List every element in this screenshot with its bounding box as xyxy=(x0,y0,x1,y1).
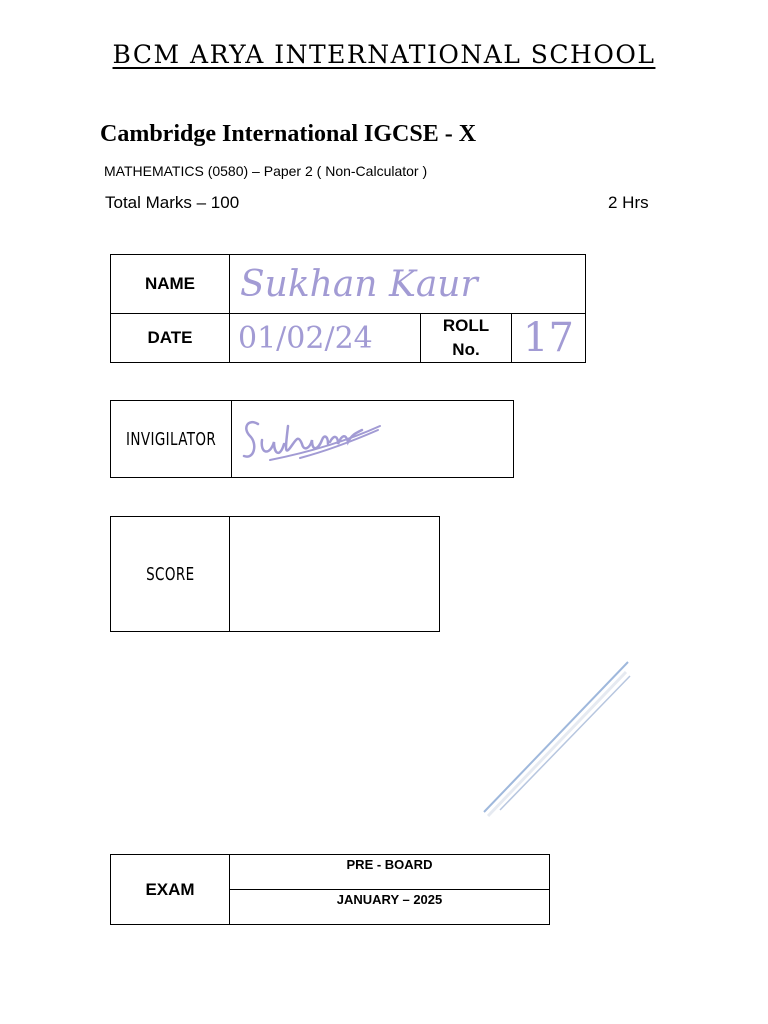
roll-field xyxy=(512,314,586,363)
score-field xyxy=(230,517,440,632)
exam-label: EXAM xyxy=(111,855,230,925)
name-signature: Sukhan Kaur xyxy=(240,263,478,305)
roll-label-line2: No. xyxy=(452,340,480,359)
student-details-table xyxy=(110,254,586,363)
roll-handwritten: 17 xyxy=(523,315,574,361)
date-field xyxy=(230,314,421,363)
score-table xyxy=(110,516,440,632)
invigilator-table xyxy=(110,400,514,478)
date-label: DATE xyxy=(111,314,230,363)
invigilator-label: INVIGILATOR xyxy=(126,428,217,450)
school-name: BCM ARYA INTERNATIONAL SCHOOL xyxy=(112,40,656,69)
invigilator-signature xyxy=(240,404,390,470)
invigilator-signature-field xyxy=(232,401,514,478)
subject-line: MATHEMATICS (0580) – Paper 2 ( Non-Calculator ) xyxy=(104,163,428,179)
score-label-cell xyxy=(111,517,230,632)
decorative-diagonal-lines xyxy=(470,650,640,825)
exam-type: PRE - BOARD xyxy=(230,855,550,890)
course-title: Cambridge International IGCSE - X xyxy=(100,121,477,147)
roll-label xyxy=(421,314,512,363)
exam-table xyxy=(110,854,550,925)
invigilator-label-cell xyxy=(111,401,232,478)
roll-label-line1: ROLL xyxy=(442,316,490,335)
name-field xyxy=(230,255,586,314)
date-handwritten: 01/02/24 xyxy=(238,320,373,356)
exam-session: JANUARY – 2025 xyxy=(230,890,550,925)
duration: 2 Hrs xyxy=(608,193,649,212)
score-label: SCORE xyxy=(145,563,195,585)
name-label: NAME xyxy=(111,255,230,314)
total-marks: Total Marks – 100 xyxy=(105,193,240,212)
